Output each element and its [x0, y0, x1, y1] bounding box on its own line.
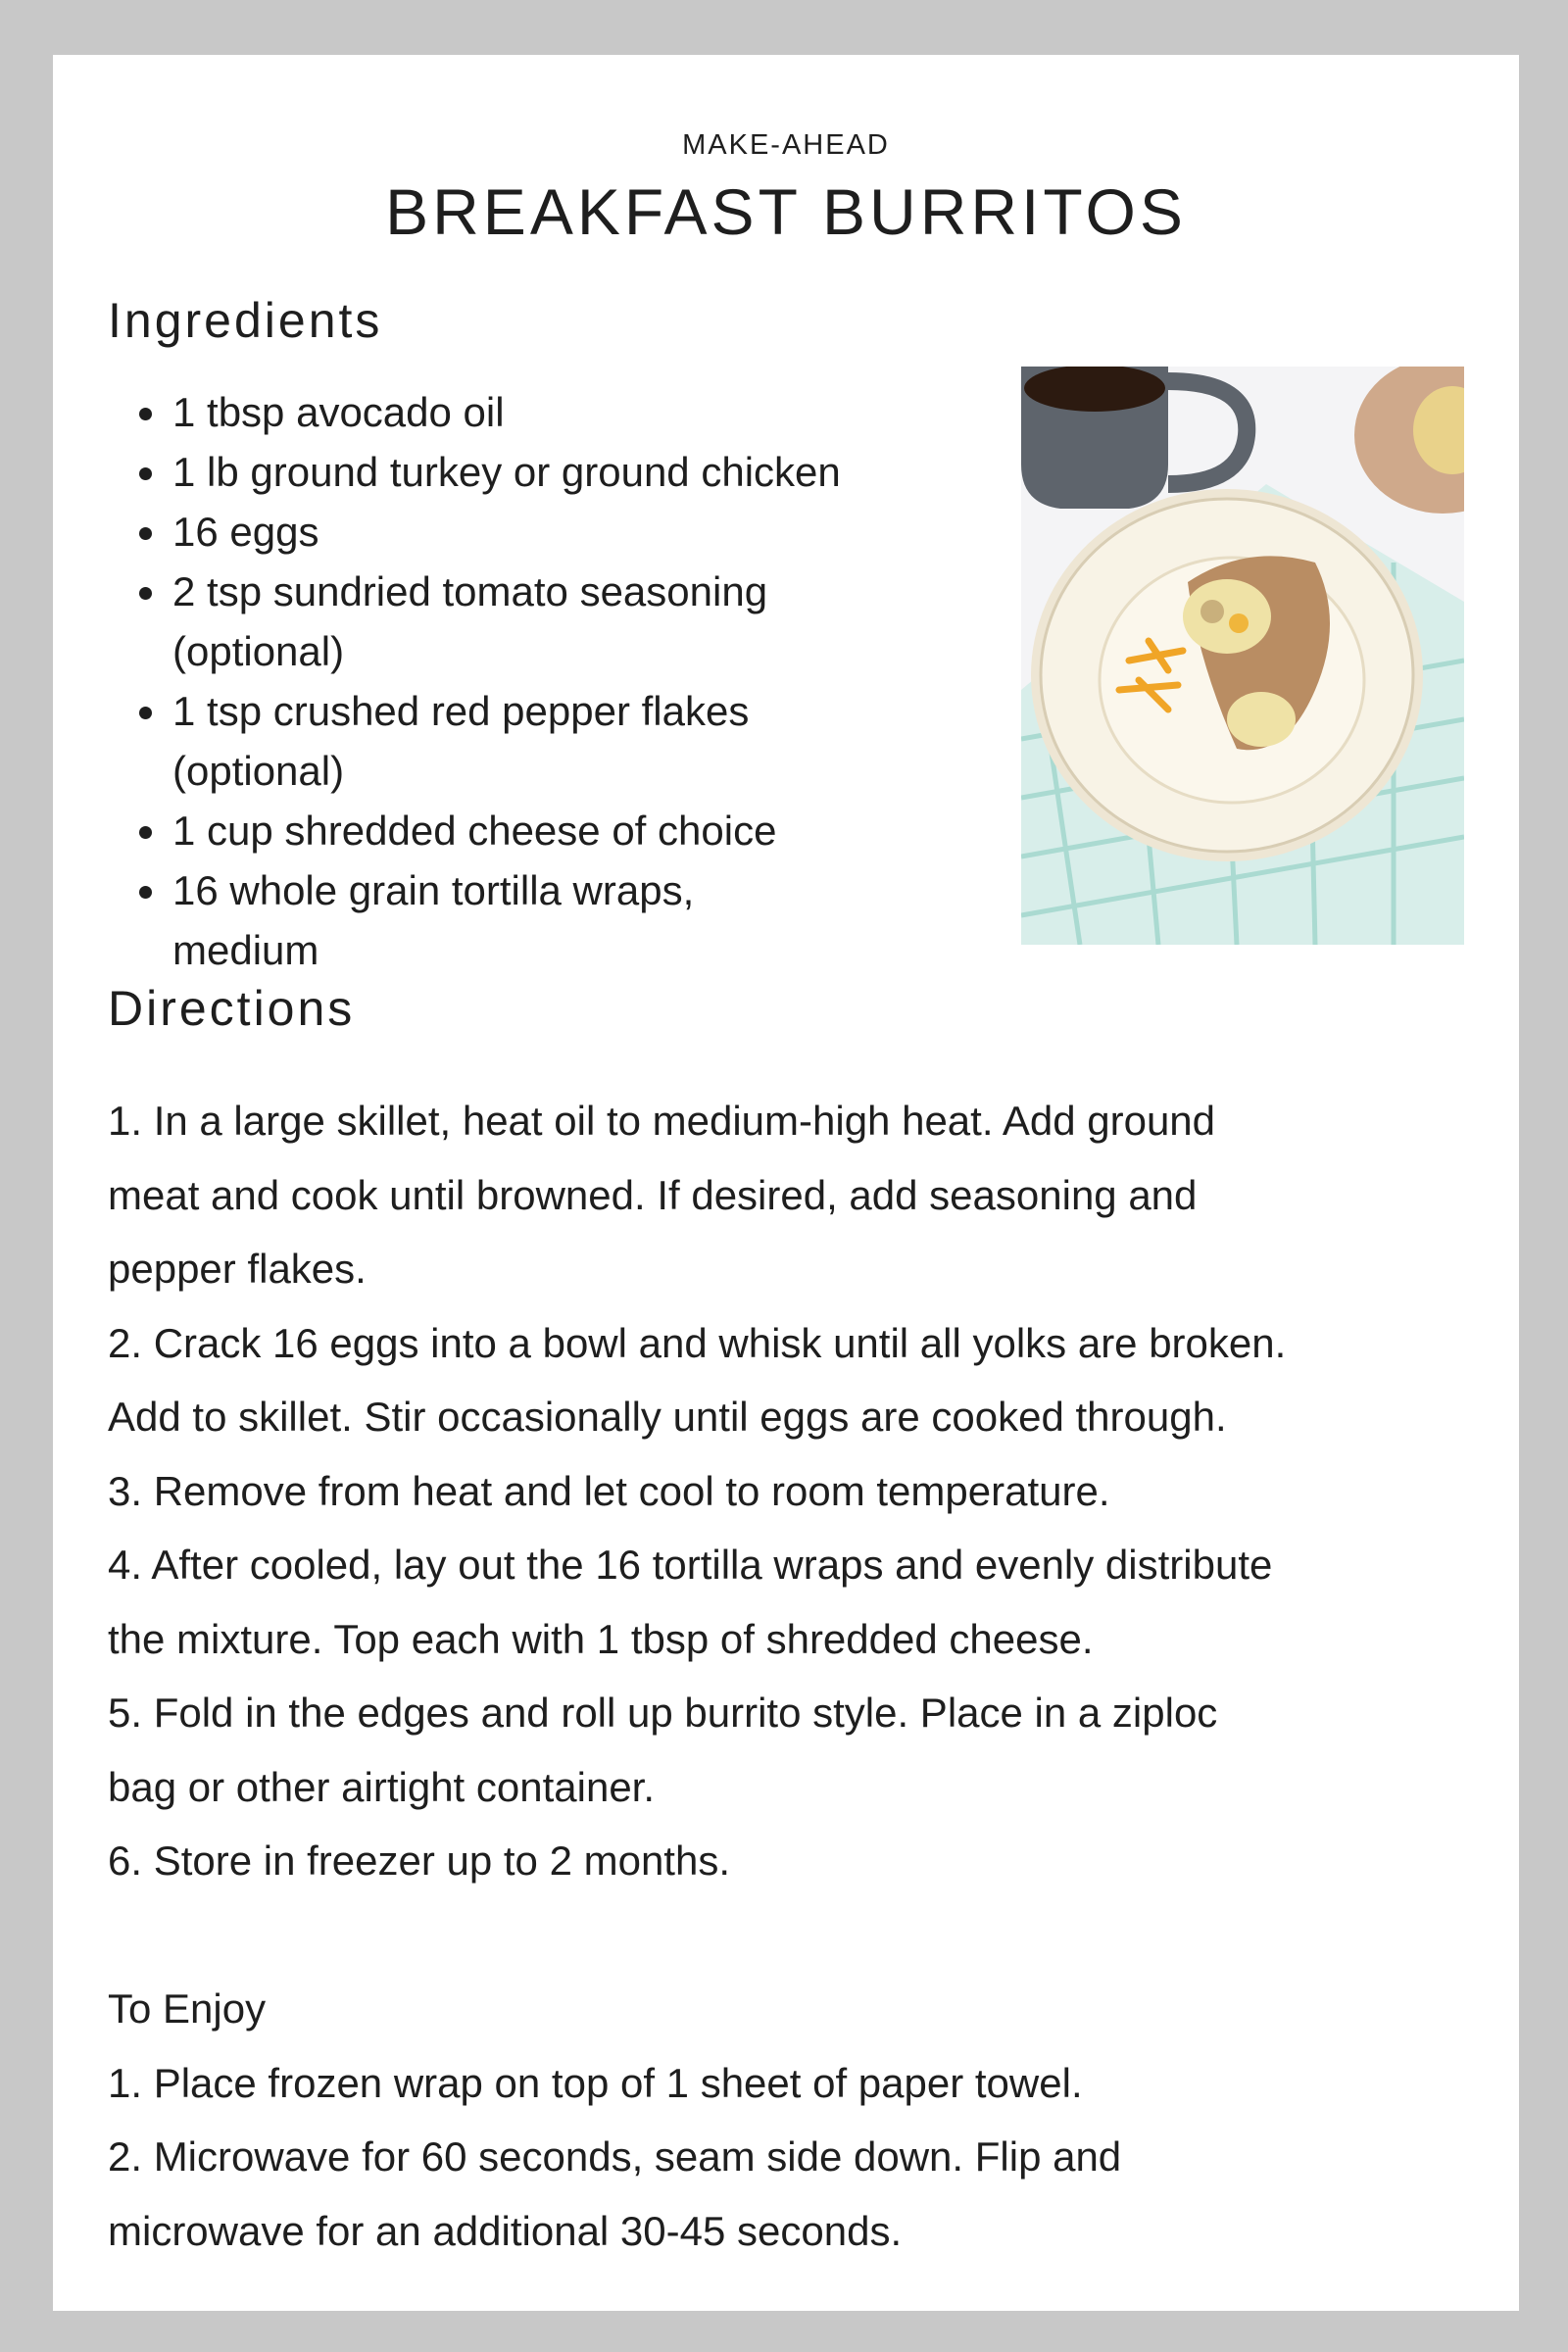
- direction-line: 4. After cooled, lay out the 16 tortilla wraps and evenly distribute: [108, 1542, 1273, 1588]
- direction-line: meat and cook until browned. If desired, add seasoning and: [108, 1171, 1198, 1218]
- direction-line: Add to skillet. Stir occasionally until eggs are cooked through.: [108, 1394, 1227, 1440]
- direction-line: the mixture. Top each with 1 tbsp of shredded cheese.: [108, 1615, 1094, 1662]
- ingredients-heading: Ingredients: [108, 293, 383, 348]
- ingredient-item: • 2 tsp sundried tomato seasoning (optional): [171, 562, 878, 681]
- ingredient-item: • 16 eggs: [171, 502, 1053, 562]
- ingredient-item: • 16 whole grain tortilla wraps, medium: [171, 860, 800, 980]
- direction-line: 1. In a large skillet, heat oil to medium-high heat. Add ground: [108, 1098, 1216, 1144]
- direction-line: 6. Store in freezer up to 2 months.: [108, 1838, 731, 1884]
- directions-body: [108, 1084, 1480, 2268]
- direction-line: 3. Remove from heat and let cool to room temperature.: [108, 1467, 1110, 1514]
- enjoy-line: 2. Microwave for 60 seconds, seam side down. Flip and: [108, 2133, 1122, 2180]
- ingredient-item: • 1 lb ground turkey or ground chicken: [171, 442, 1053, 502]
- direction-line: bag or other airtight container.: [108, 1763, 656, 1810]
- burrito-photo-icon: [1021, 367, 1464, 945]
- spacer: [108, 1898, 1480, 1973]
- recipe-kicker: MAKE-AHEAD: [682, 129, 890, 161]
- ingredient-item: • 1 cup shredded cheese of choice: [171, 801, 1053, 860]
- ingredient-item: • 1 tbsp avocado oil: [171, 382, 1053, 442]
- directions-heading: Directions: [108, 981, 356, 1036]
- enjoy-line: 1. Place frozen wrap on top of 1 sheet of paper towel.: [108, 2059, 1083, 2106]
- direction-line: 5. Fold in the edges and roll up burrito style. Place in a ziploc: [108, 1690, 1218, 1736]
- recipe-title: BREAKFAST BURRITOS: [385, 175, 1187, 248]
- ingredient-item: • 1 tsp crushed red pepper flakes (optional): [171, 681, 878, 801]
- direction-line: pepper flakes.: [108, 1246, 367, 1292]
- ingredients-list: [131, 382, 1053, 980]
- direction-line: 2. Crack 16 eggs into a bowl and whisk until all yolks are broken.: [108, 1319, 1287, 1366]
- enjoy-line: microwave for an additional 30-45 seconds.: [108, 2207, 903, 2254]
- recipe-card: [53, 55, 1519, 2311]
- to-enjoy-heading: To Enjoy: [108, 1985, 267, 2032]
